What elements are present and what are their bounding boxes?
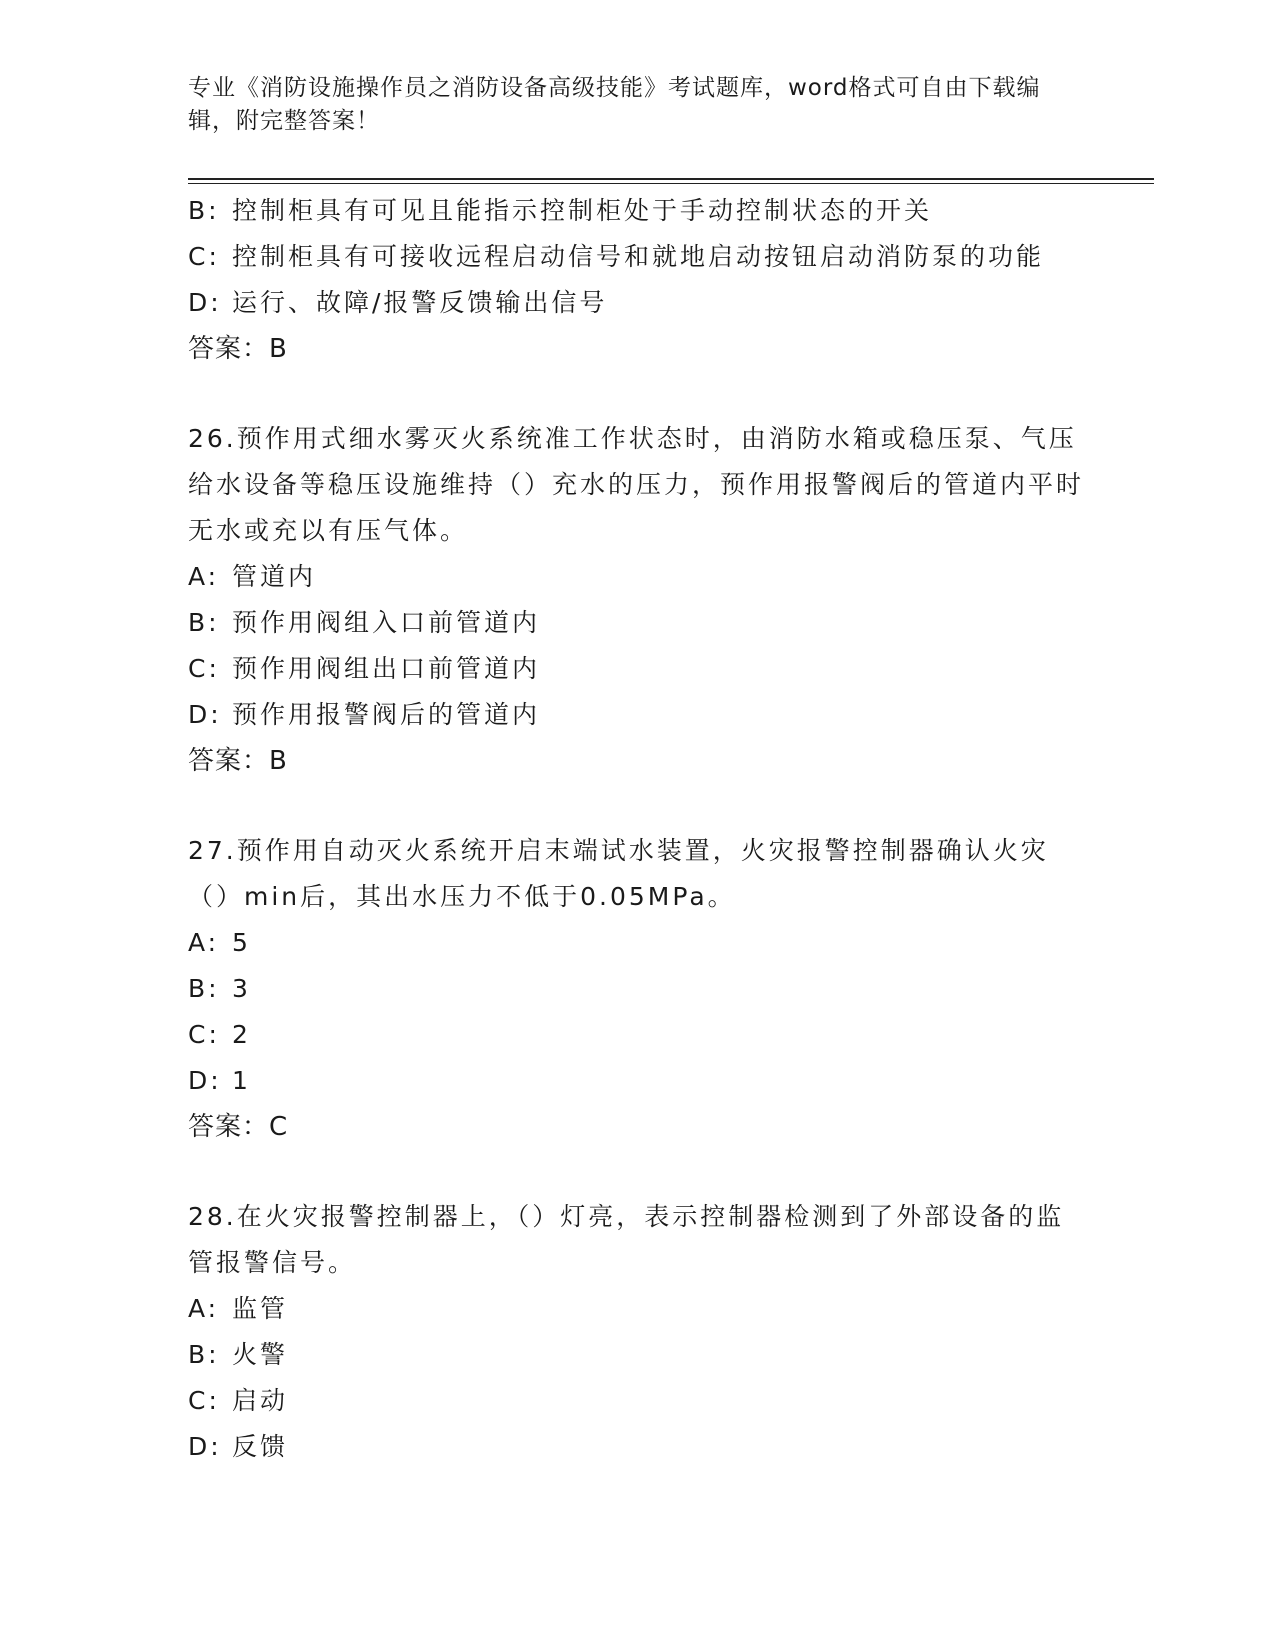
option-c: C: 启动 <box>188 1386 289 1415</box>
option-b: B: 3 <box>188 974 251 1003</box>
option-a: A: 管道内 <box>188 562 317 591</box>
answer-line: 答案：B <box>188 746 288 776</box>
question-26 <box>188 416 1088 784</box>
option-c: C: 控制柜具有可接收远程启动信号和就地启动按钮启动消防泵的功能 <box>188 242 1045 271</box>
option-d: D: 1 <box>188 1066 251 1095</box>
option-b: B: 火警 <box>188 1340 289 1369</box>
option-a: A: 监管 <box>188 1294 289 1323</box>
option-b: B: 预作用阀组入口前管道内 <box>188 608 541 637</box>
header-rule-thick <box>188 178 1154 180</box>
option-a: A: 5 <box>188 928 251 957</box>
question-28 <box>188 1194 1088 1470</box>
option-c: C: 预作用阀组出口前管道内 <box>188 654 541 683</box>
question-27 <box>188 828 1088 1150</box>
option-d: D: 反馈 <box>188 1432 289 1461</box>
header-rule-thin <box>188 183 1154 184</box>
question-text: 26.预作用式细水雾灭火系统准工作状态时，由消防水箱或稳压泵、气压给水设备等稳压设施维持（）充水的压力，预作用报警阀后的管道内平时无水或充以有压气体。 <box>188 424 1085 545</box>
option-d: D: 运行、故障/报警反馈输出信号 <box>188 288 608 317</box>
option-c: C: 2 <box>188 1020 251 1049</box>
continued-question <box>188 188 1088 372</box>
question-text: 27.预作用自动灭火系统开启末端试水装置，火灾报警控制器确认火灾（）min后，其出水压力不低于0.05MPa。 <box>188 836 1049 911</box>
option-b: B: 控制柜具有可见且能指示控制柜处于手动控制状态的开关 <box>188 196 933 225</box>
question-list <box>188 188 1088 1470</box>
answer-line: 答案：C <box>188 1112 289 1142</box>
option-d: D: 预作用报警阀后的管道内 <box>188 700 541 729</box>
page-header-title: 专业《消防设施操作员之消防设备高级技能》考试题库，word格式可自由下载编辑，附完整答案！ <box>188 75 1041 134</box>
question-text: 28.在火灾报警控制器上，（）灯亮，表示控制器检测到了外部设备的监管报警信号。 <box>188 1202 1065 1277</box>
answer-line: 答案：B <box>188 334 288 364</box>
